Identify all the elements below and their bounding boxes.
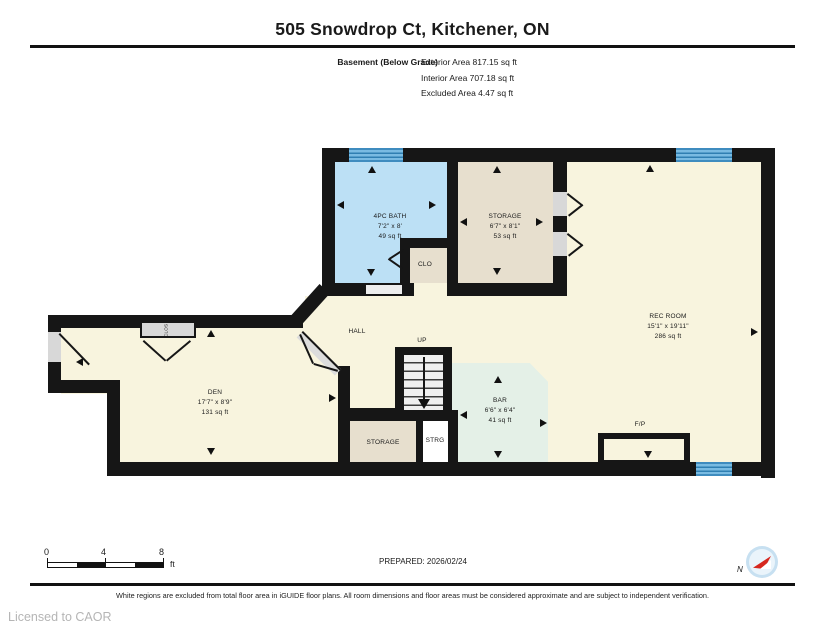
measure-arrow-icon <box>337 201 344 209</box>
wall <box>395 410 452 421</box>
area-line: Excluded Area 4.47 sq ft <box>421 88 514 98</box>
license-text: Licensed to CAOR <box>8 610 112 624</box>
area-line: Exterior Area 817.15 sq ft <box>421 57 517 67</box>
measure-arrow-icon <box>751 328 758 336</box>
measure-arrow-icon <box>493 268 501 275</box>
measure-arrow-icon <box>368 166 376 173</box>
footer-rule <box>30 583 795 586</box>
room-label-den: DEN 17'7" x 8'9" 131 sq ft <box>197 389 233 416</box>
room-label-strg: STRG <box>425 437 445 444</box>
disclaimer-text: White regions are excluded from total floor area in iGUIDE floor plans. All room dimensions and floor areas must be considered approximate and are subject to independent verification. <box>116 591 709 600</box>
wall <box>338 366 350 476</box>
room-label-bar: BAR 6'6" x 6'4" 41 sq ft <box>484 397 516 424</box>
room-label-storage-top: STORAGE 6'7" x 8'1" 53 sq ft <box>488 213 522 240</box>
wall <box>340 408 403 421</box>
scale-number: 8 <box>159 547 165 557</box>
prepared-date: PREPARED: 2026/02/24 <box>379 557 467 566</box>
window-icon <box>349 148 403 162</box>
door-opening <box>366 285 402 294</box>
room-label-rec-room: REC ROOM 15'1" x 19'11" 286 sq ft <box>647 313 689 340</box>
stair-down-arrow-icon <box>418 399 430 409</box>
area-line: Interior Area 707.18 sq ft <box>421 72 515 83</box>
measure-arrow-icon <box>367 269 375 276</box>
measure-arrow-icon <box>429 201 436 209</box>
wall <box>322 148 335 296</box>
wall <box>761 148 775 478</box>
compass-n-label: N <box>737 565 743 574</box>
measure-arrow-icon <box>493 166 501 173</box>
window-icon <box>676 148 732 162</box>
window-icon <box>696 462 732 476</box>
wall <box>447 283 567 296</box>
stair-direction-line <box>423 357 425 401</box>
measure-arrow-icon <box>646 165 654 172</box>
room-label-storage-bottom: STORAGE <box>366 439 400 446</box>
room-label-fireplace: F/P <box>634 421 646 428</box>
wall <box>395 347 452 355</box>
door-opening <box>553 232 567 256</box>
scale-number: 0 <box>44 547 50 557</box>
measure-arrow-icon <box>644 451 652 458</box>
fireplace-box <box>598 433 690 466</box>
floor-type-label: Basement (Below Grade) <box>337 57 438 67</box>
room-label-clo: CLO <box>418 261 432 268</box>
measure-arrow-icon <box>76 358 83 366</box>
scale-number: 4 <box>101 547 107 557</box>
room-label-hall: HALL <box>348 328 366 335</box>
door-opening <box>48 332 61 362</box>
measure-arrow-icon <box>329 394 336 402</box>
measure-arrow-icon <box>494 451 502 458</box>
room-label-clos: CLOS <box>163 323 169 337</box>
measure-arrow-icon <box>207 448 215 455</box>
scale-unit: ft <box>170 559 175 569</box>
wall <box>107 380 120 476</box>
scale-ruler <box>47 562 164 568</box>
wall <box>553 148 567 296</box>
room-label-bath: 4PC BATH 7'2" x 8' 49 sq ft <box>373 213 407 240</box>
door-opening <box>553 192 567 216</box>
room-label-up: UP <box>417 337 427 344</box>
measure-arrow-icon <box>207 330 215 337</box>
compass-icon <box>746 546 778 578</box>
measure-arrow-icon <box>494 376 502 383</box>
page-title: 505 Snowdrop Ct, Kitchener, ON <box>275 19 550 39</box>
